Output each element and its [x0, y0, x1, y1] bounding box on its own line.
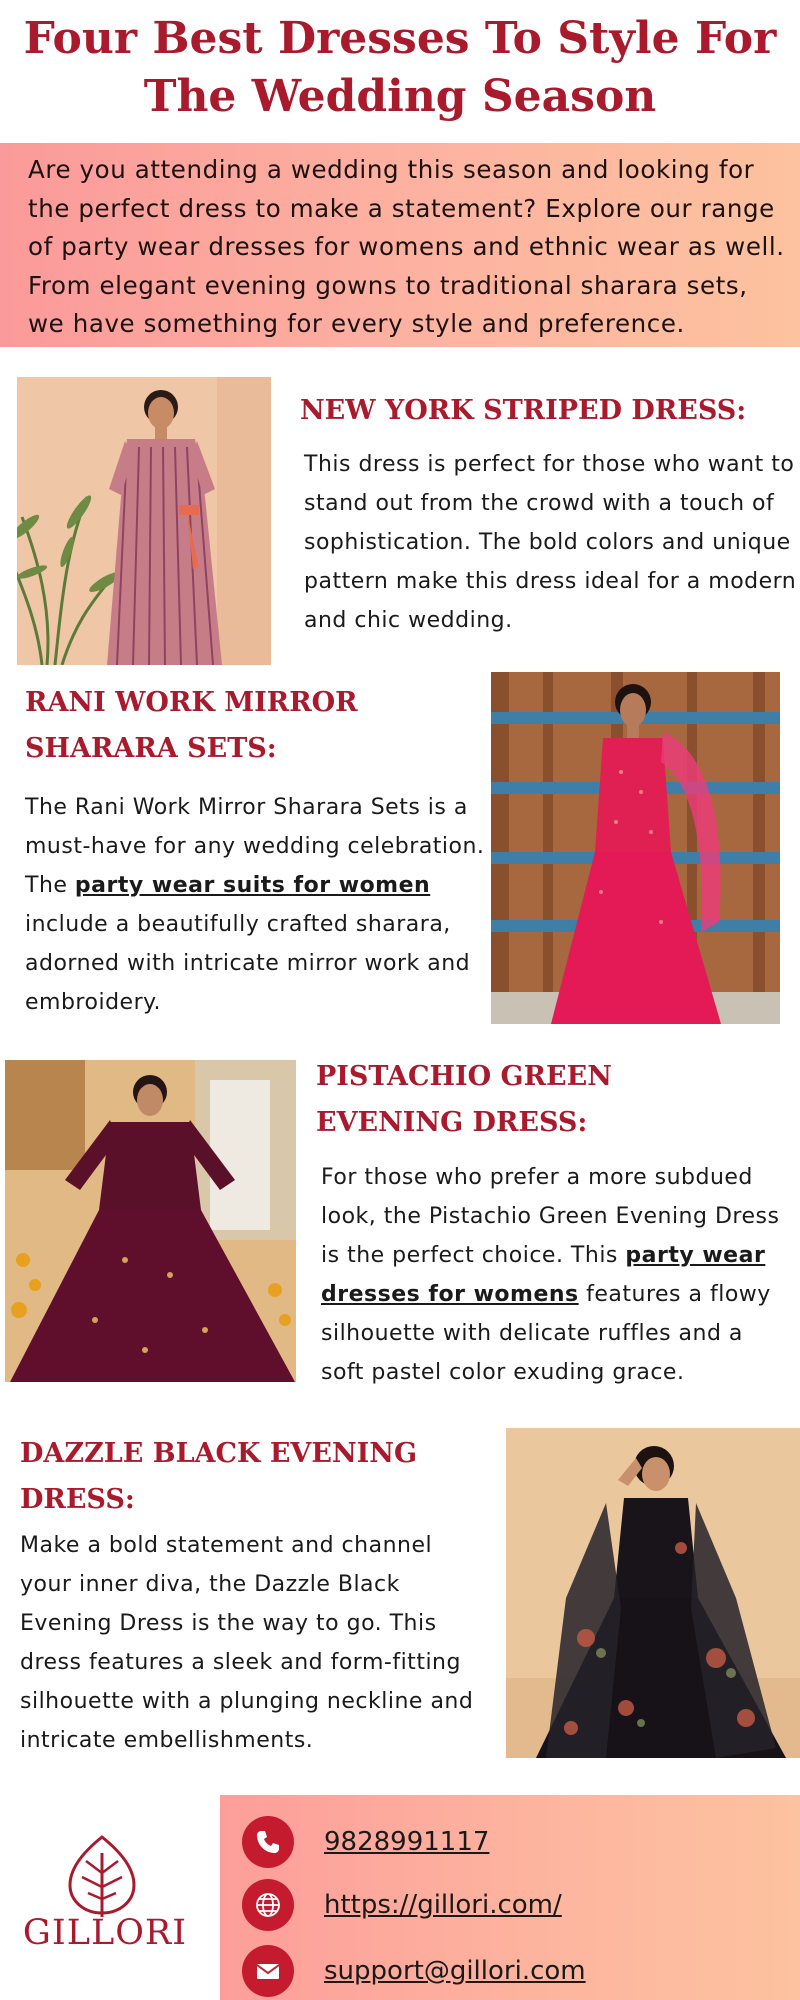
section-1-heading: NEW YORK STRIPED DRESS:: [300, 395, 747, 426]
section-3-heading-line-2: EVENING DRESS:: [316, 1107, 588, 1138]
contact-email: [242, 1945, 782, 2000]
website-link[interactable]: https://gillori.com/: [324, 1890, 562, 1920]
section-2-body-before: The Rani Work Mirror Sharara Sets is a must-have for any wedding celebration. The: [25, 795, 485, 898]
contact-panel: [220, 1795, 800, 2000]
section-2-heading-line-1: RANI WORK MIRROR: [25, 687, 358, 718]
email-link[interactable]: support@gillori.com: [324, 1956, 586, 1986]
section-3-body-after: features a flowy silhouette with delicate ruffles and a soft pastel color exuding grace.: [321, 1282, 771, 1385]
section-2-body: [25, 788, 491, 1022]
section-2-body-after: include a beautifully crafted sharara, adorned with intricate mirror work and embroidery.: [25, 912, 471, 1015]
footer-brand-area: [0, 1795, 220, 2000]
section-2-heading: [25, 680, 485, 772]
section-4-body: Make a bold statement and channel your inner diva, the Dazzle Black Evening Dress is the way to go. This dress features a sleek and form-fitting silhouette with a plunging neckline and intricate embellishments.: [20, 1533, 474, 1753]
globe-icon: [242, 1879, 294, 1931]
party-wear-dresses-link[interactable]: party wear dresses for womens: [321, 1243, 766, 1307]
section-1-body: This dress is perfect for those who want to stand out from the crowd with a touch of sophistication. The bold colors and unique pattern make this dress ideal for a modern and chic wedding.: [304, 452, 797, 633]
dazzle-black-dress-photo: [506, 1428, 800, 1758]
section-4-heading-line-1: DAZZLE BLACK EVENING: [20, 1438, 418, 1469]
phone-link[interactable]: 9828991117: [324, 1827, 490, 1857]
brand-name: GILLORI: [22, 1913, 188, 1953]
page-title: [0, 10, 800, 126]
contact-phone: [242, 1816, 782, 1872]
title-line-1: Four Best Dresses To Style For: [23, 13, 777, 64]
section-3-body: [321, 1158, 791, 1392]
title-line-2: The Wedding Season: [143, 71, 657, 122]
mail-icon: [242, 1945, 294, 1997]
intro-band: [0, 143, 800, 347]
section-4-heading: [20, 1431, 490, 1523]
section-3-heading: [316, 1054, 786, 1146]
intro-text: Are you attending a wedding this season and looking for the perfect dress to make a statement? Explore our range of party wear dresses for womens and ethnic wear as well. From elegant evening gowns to traditional sharara sets, we have something for every style and preference.: [28, 155, 785, 338]
contact-website: [242, 1879, 782, 1935]
gillori-logo-icon: [64, 1833, 140, 1917]
new-york-striped-dress-photo: [17, 377, 271, 665]
pistachio-green-dress-photo: [5, 1060, 296, 1382]
rani-sharara-photo: [491, 672, 780, 1024]
section-2-heading-line-2: SHARARA SETS:: [25, 733, 277, 764]
section-3-body-before: For those who prefer a more subdued look, the Pistachio Green Evening Dress is the perfect choice. This: [321, 1165, 780, 1268]
phone-icon: [242, 1816, 294, 1868]
party-wear-suits-link[interactable]: party wear suits for women: [74, 873, 431, 898]
section-3-heading-line-1: PISTACHIO GREEN: [316, 1061, 612, 1092]
section-4-heading-line-2: DRESS:: [20, 1484, 135, 1515]
